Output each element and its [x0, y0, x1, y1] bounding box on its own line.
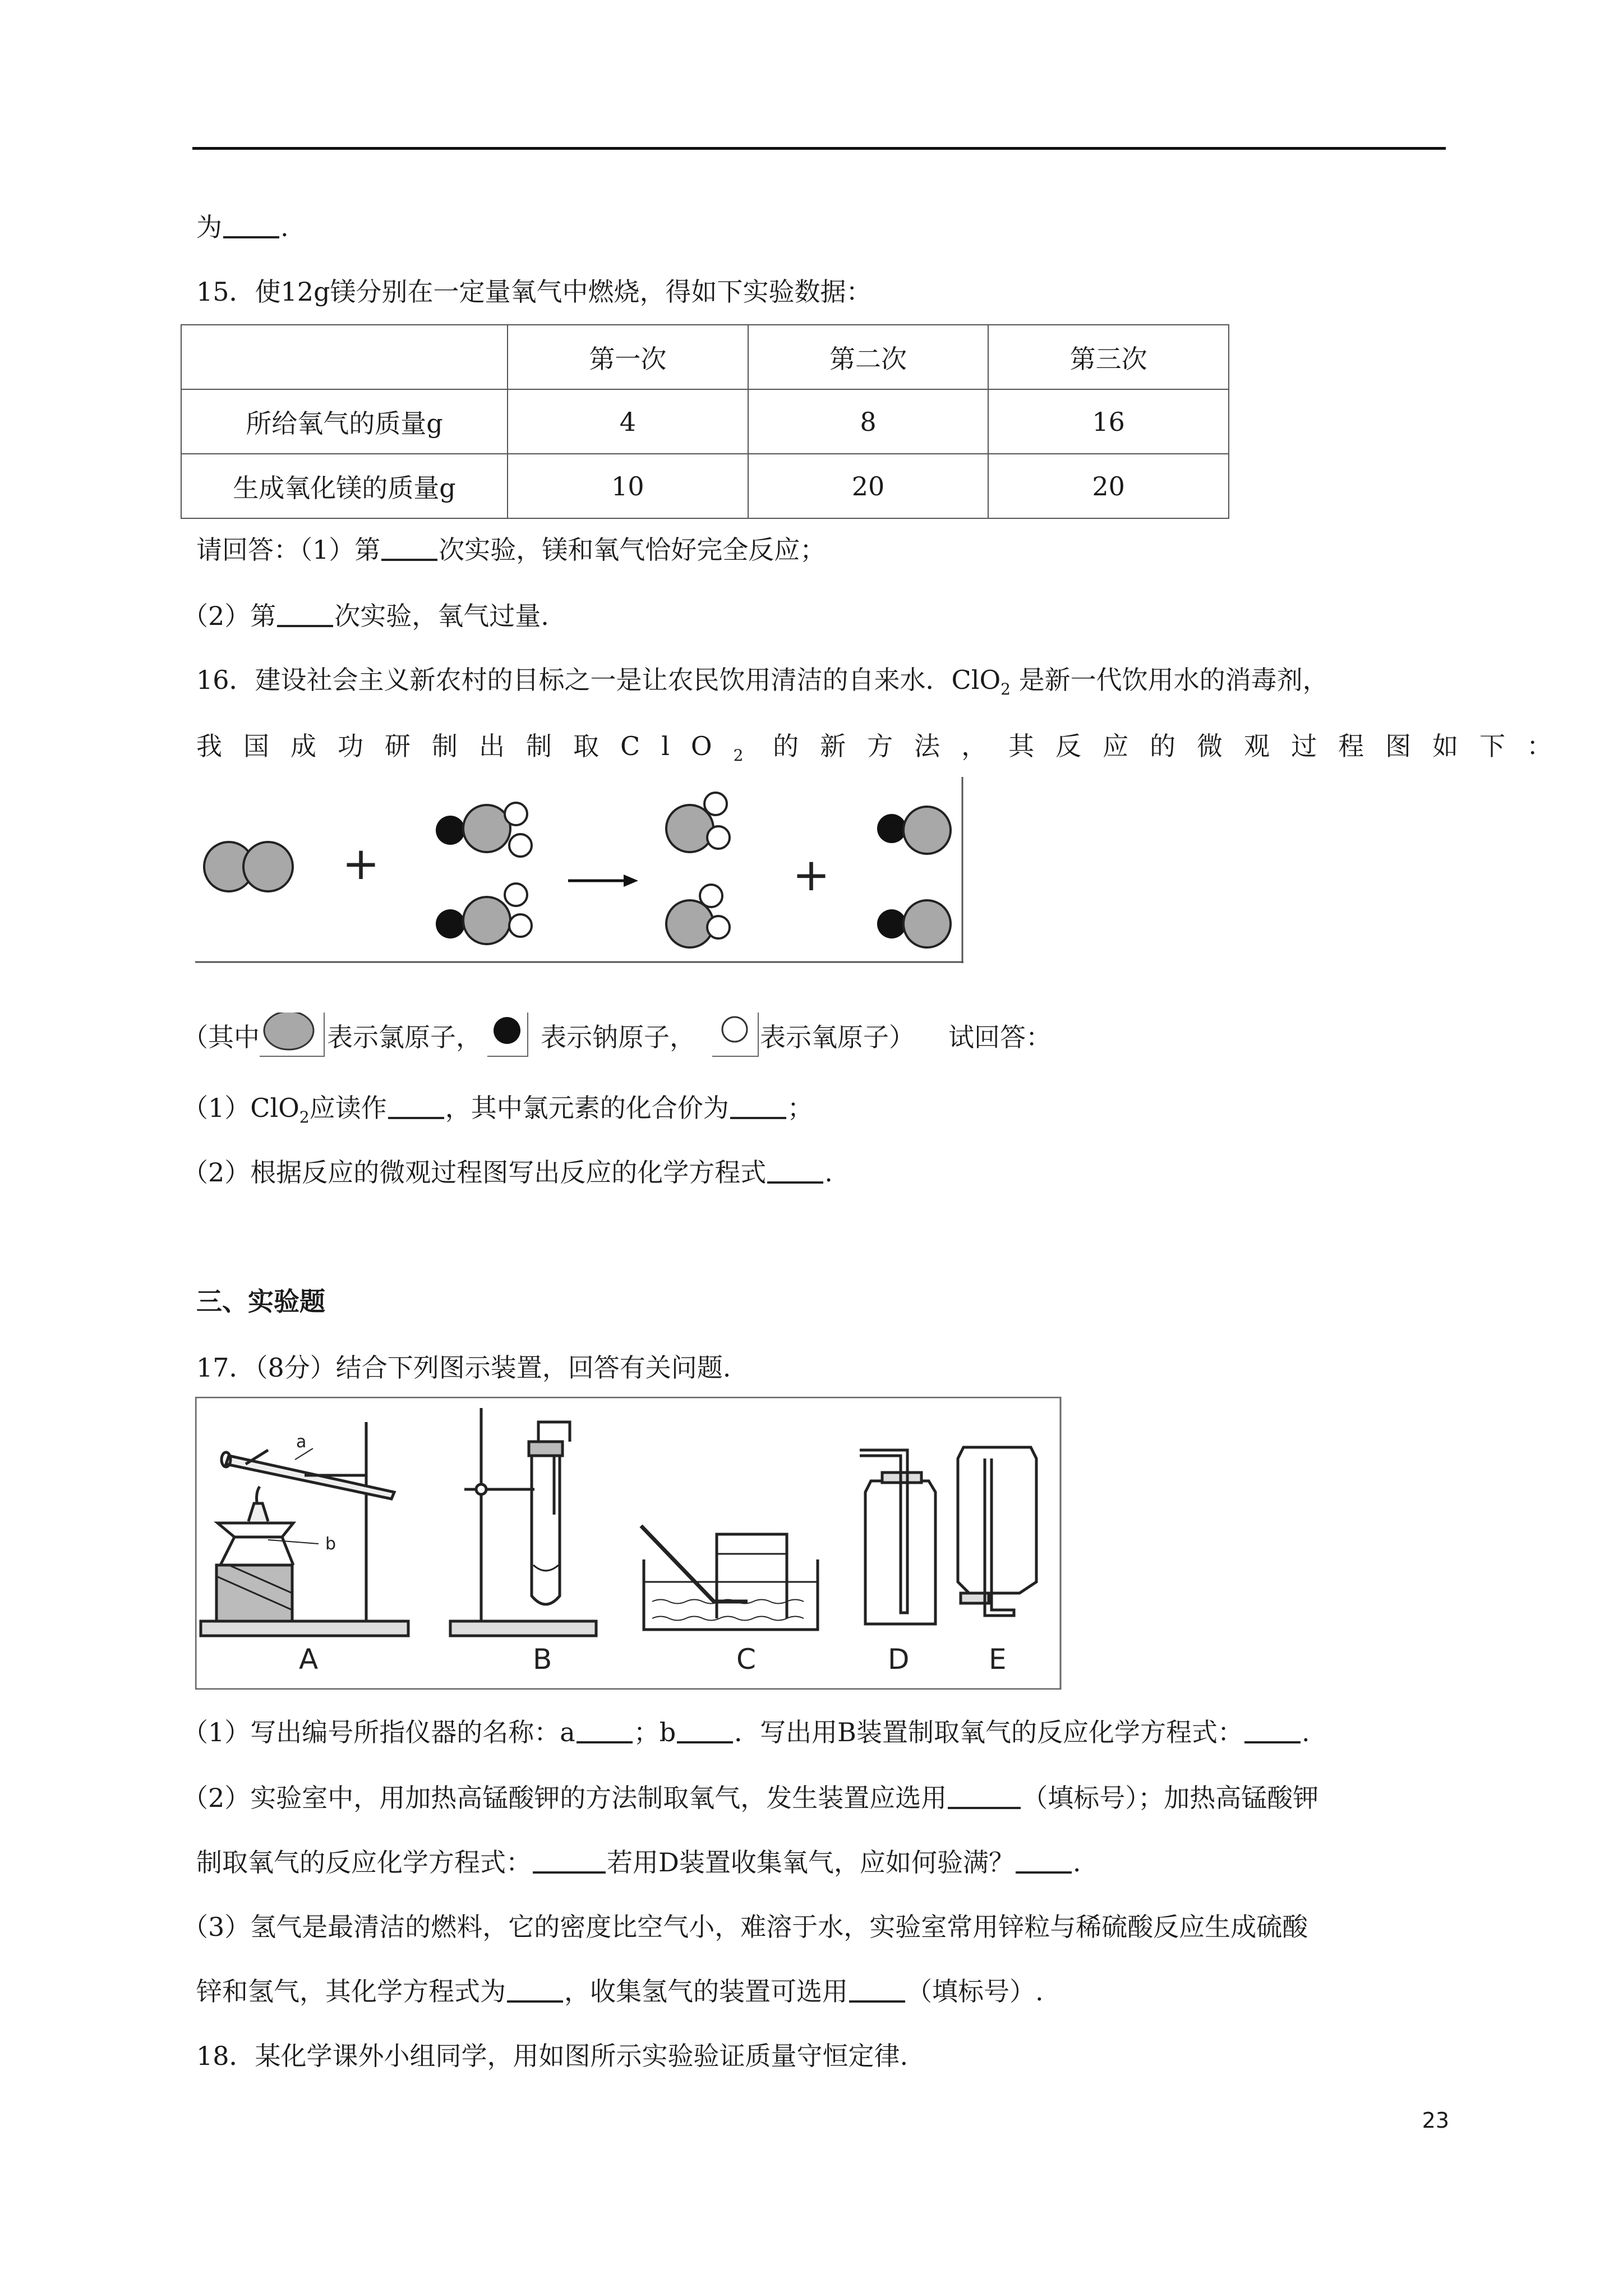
apparatus-figure	[195, 1397, 1062, 1690]
cl2-molecule	[204, 842, 293, 891]
q16-stem-line2: 我国成功研制出制取ClO$_2$ 的新方法，其反应的微观过程图如下：	[196, 731, 1574, 765]
table-cell: 8	[748, 389, 989, 454]
continued-line: 为 .	[196, 212, 289, 242]
answer-blank[interactable]	[849, 1978, 905, 2003]
apparatus-a	[201, 1422, 408, 1636]
table-cell: 4	[508, 389, 748, 454]
apparatus-e	[958, 1447, 1036, 1616]
q18-stem: 18．某化学课外小组同学，用如图所示实验验证质量守恒定律.	[196, 2041, 909, 2071]
q16-part1: （1）ClO$_2$应读作 ，其中氯元素的化合价为 ；	[182, 1093, 813, 1126]
reaction-diagram	[195, 777, 963, 963]
answer-blank[interactable]	[730, 1094, 786, 1119]
table-header-cell	[181, 325, 508, 389]
table-header-row	[181, 325, 1229, 389]
clo2-molecule	[666, 885, 730, 947]
answer-blank[interactable]	[577, 1719, 633, 1743]
figure-label: D	[888, 1643, 910, 1676]
q16-legend: （其中 表示氯原子， 表示钠原子， 表示氧原子） 试回答：	[182, 1013, 1052, 1057]
reaction-arrow	[568, 875, 638, 887]
q16-part2: （2）根据反应的微观过程图写出反应的化学方程式 .	[182, 1157, 833, 1188]
label-b-mark: b	[325, 1534, 336, 1554]
header-rule	[192, 147, 1446, 150]
q15-part1: 请回答：（1）第 次实验，镁和氧气恰好完全反应；	[196, 535, 826, 565]
nacl-molecule	[877, 807, 951, 854]
figure-label: A	[299, 1643, 319, 1676]
q17-part2: （2）实验室中，用加热高锰酸钾的方法制取氧气，发生装置应选用 （填标号）；加热高锰酸钾	[182, 1783, 1319, 1813]
table-header-cell: 第一次	[508, 325, 748, 389]
q17-part3: （3）氢气是最清洁的燃料，它的密度比空气小，难溶于水，实验室常用锌粒与稀硫酸反应生成硫酸	[182, 1912, 1308, 1942]
table-cell: 20	[988, 454, 1229, 518]
table-cell: 20	[748, 454, 989, 518]
q16-stem-line1: 16．建设社会主义新农村的目标之一是让农民饮用清洁的自来水．ClO$_2$ 是新一代饮用水的消毒剂，	[196, 665, 1329, 698]
figure-label: E	[989, 1643, 1007, 1676]
naclo2-molecule	[436, 884, 532, 944]
row-label: 生成氧化镁的质量g	[181, 454, 508, 518]
apparatus-c	[641, 1526, 818, 1630]
table-cell: 16	[988, 389, 1229, 454]
answer-blank[interactable]	[533, 1849, 606, 1874]
answer-blank[interactable]	[767, 1159, 823, 1184]
label-a-mark: a	[296, 1432, 307, 1452]
table-header-cell: 第二次	[748, 325, 989, 389]
q17-part1: （1）写出编号所指仪器的名称：a ；b ．写出用B装置制取氧气的反应化学方程式： .	[182, 1717, 1310, 1747]
page-number: 23	[1422, 2108, 1449, 2133]
table-cell: 10	[508, 454, 748, 518]
row-label: 所给氧气的质量g	[181, 389, 508, 454]
q15-stem: 15．使12g镁分别在一定量氧气中燃烧，得如下实验数据：	[196, 277, 872, 307]
plus-sign: +	[792, 849, 831, 901]
sodium-atom-icon	[482, 1013, 529, 1057]
chlorine-atom-icon	[260, 1013, 327, 1057]
plus-sign: +	[342, 838, 380, 890]
answer-blank[interactable]	[223, 214, 279, 238]
section-title: 三、实验题	[196, 1286, 325, 1317]
answer-blank[interactable]	[1016, 1849, 1072, 1874]
q15-data-table	[181, 324, 1229, 519]
answer-blank[interactable]	[507, 1978, 563, 2003]
answer-blank[interactable]	[277, 602, 333, 627]
apparatus-b	[450, 1408, 596, 1636]
figure-label: B	[533, 1643, 552, 1676]
answer-blank[interactable]	[388, 1094, 444, 1119]
table-row	[181, 454, 1229, 518]
oxygen-atom-icon	[712, 1013, 760, 1057]
naclo2-molecule	[436, 803, 532, 857]
q15-part2: （2）第 次实验，氧气过量.	[182, 601, 549, 631]
q17-part2-cont: 制取氧气的反应化学方程式： 若用D装置收集氧气，应如何验满？ .	[196, 1847, 1081, 1878]
nacl-molecule	[877, 900, 951, 947]
answer-blank[interactable]	[1244, 1719, 1301, 1743]
table-row	[181, 389, 1229, 454]
answer-blank[interactable]	[677, 1719, 733, 1743]
figure-label: C	[736, 1643, 756, 1676]
q17-stem: 17．（8分）结合下列图示装置，回答有关问题.	[196, 1352, 731, 1383]
clo2-molecule	[666, 793, 730, 852]
q17-part3-cont: 锌和氢气，其化学方程式为 ，收集氢气的装置可选用 （填标号）.	[196, 1976, 1044, 2007]
answer-blank[interactable]	[381, 536, 437, 561]
apparatus-d	[860, 1450, 935, 1624]
table-header-cell: 第三次	[988, 325, 1229, 389]
answer-blank[interactable]	[948, 1784, 1021, 1809]
